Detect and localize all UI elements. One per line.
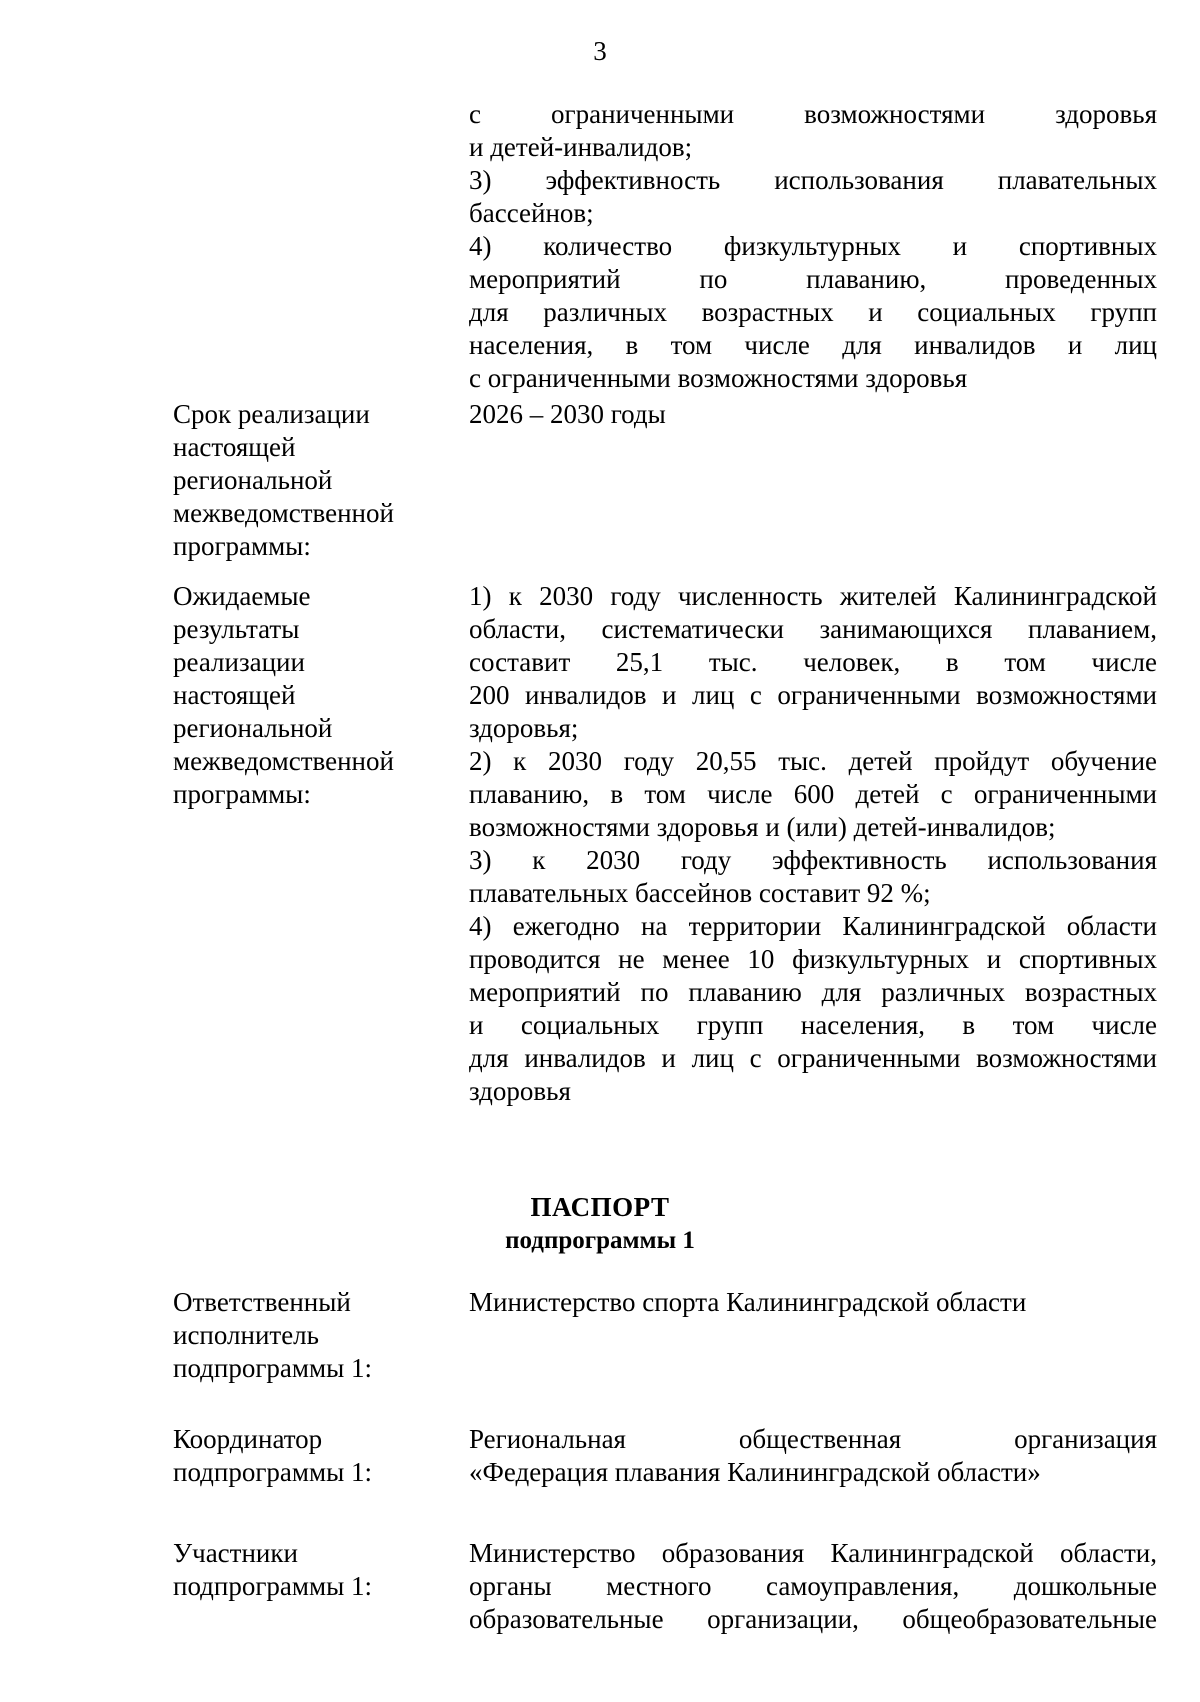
- text-line: населения, в том числе для инвалидов и лиц: [469, 330, 1157, 360]
- text-line: для различных возрастных и социальных групп: [469, 297, 1157, 327]
- text-line: 2) к 2030 году 20,55 тыс. детей пройдут обучение: [469, 746, 1157, 776]
- text-line: Региональная общественная организация: [469, 1424, 1157, 1454]
- text-line: «Федерация плавания Калининградской области»: [469, 1457, 1041, 1487]
- executor-label: [173, 1286, 433, 1385]
- text-line: бассейнов;: [469, 198, 594, 228]
- results-label: [173, 580, 433, 811]
- text-line: здоровья: [469, 1076, 571, 1106]
- text-line: 4) количество физкультурных и спортивных: [469, 231, 1157, 261]
- participants-label: [173, 1537, 433, 1603]
- page-number: 3: [593, 36, 607, 66]
- label-line: Ответственный: [173, 1287, 351, 1317]
- label-line: программы:: [173, 779, 311, 809]
- text-line: возможностями здоровья и (или) детей-инвалидов;: [469, 812, 1056, 842]
- text-line: проводится не менее 10 физкультурных и спортивных: [469, 944, 1157, 974]
- text-line: мероприятий по плаванию для различных возрастных: [469, 977, 1157, 1007]
- text-line: Министерство спорта Калининградской области: [469, 1287, 1027, 1317]
- text-line: плаванию, в том числе 600 детей с ограниченными: [469, 779, 1157, 809]
- label-line: межведомственной: [173, 498, 394, 528]
- term-value: [469, 398, 1157, 431]
- label-line: региональной: [173, 465, 333, 495]
- text-line: для инвалидов и лиц с ограниченными возможностями: [469, 1043, 1157, 1073]
- text-line: 3) эффективность использования плавательных: [469, 165, 1157, 195]
- label-line: Срок реализации: [173, 399, 370, 429]
- text-line: 1) к 2030 году численность жителей Калининградской: [469, 581, 1157, 611]
- text-line: и детей-инвалидов;: [469, 132, 693, 162]
- text-line: с ограниченными возможностями здоровья: [469, 363, 968, 393]
- label-line: подпрограммы 1:: [173, 1353, 372, 1383]
- text-line: с ограниченными возможностями здоровья: [469, 99, 1157, 129]
- label-line: Ожидаемые: [173, 581, 311, 611]
- passport-title: ПАСПОРТ: [530, 1192, 670, 1222]
- label-line: реализации: [173, 647, 305, 677]
- passport-subtitle: подпрограммы 1: [505, 1227, 695, 1254]
- label-line: региональной: [173, 713, 333, 743]
- term-label: [173, 398, 433, 563]
- passport-heading: [0, 1191, 1200, 1257]
- text-line: образовательные организации, общеобразовательные: [469, 1604, 1157, 1634]
- text-line: 2026 – 2030 годы: [469, 399, 666, 429]
- text-line: составит 25,1 тыс. человек, в том числе: [469, 647, 1157, 677]
- text-line: органы местного самоуправления, дошкольные: [469, 1571, 1157, 1601]
- coordinator-label: [173, 1423, 433, 1489]
- participants-value: [469, 1537, 1157, 1636]
- label-line: подпрограммы 1:: [173, 1457, 372, 1487]
- indicators-continuation-text: [469, 98, 1157, 395]
- label-line: подпрограммы 1:: [173, 1571, 372, 1601]
- label-line: настоящей: [173, 432, 296, 462]
- label-line: исполнитель: [173, 1320, 319, 1350]
- results-value: [469, 580, 1157, 1108]
- label-line: результаты: [173, 614, 300, 644]
- text-line: 3) к 2030 году эффективность использования: [469, 845, 1157, 875]
- text-line: и социальных групп населения, в том числе: [469, 1010, 1157, 1040]
- text-line: Министерство образования Калининградской области,: [469, 1538, 1157, 1568]
- label-line: межведомственной: [173, 746, 394, 776]
- text-line: области, систематически занимающихся плаванием,: [469, 614, 1157, 644]
- label-line: настоящей: [173, 680, 296, 710]
- text-line: здоровья;: [469, 713, 579, 743]
- text-line: плавательных бассейнов составит 92 %;: [469, 878, 931, 908]
- label-line: программы:: [173, 531, 311, 561]
- label-line: Участники: [173, 1538, 298, 1568]
- text-line: 200 инвалидов и лиц с ограниченными возможностями: [469, 680, 1157, 710]
- text-line: мероприятий по плаванию, проведенных: [469, 264, 1157, 294]
- coordinator-value: [469, 1423, 1157, 1489]
- text-line: 4) ежегодно на территории Калининградской области: [469, 911, 1157, 941]
- executor-value: [469, 1286, 1157, 1319]
- label-line: Координатор: [173, 1424, 323, 1454]
